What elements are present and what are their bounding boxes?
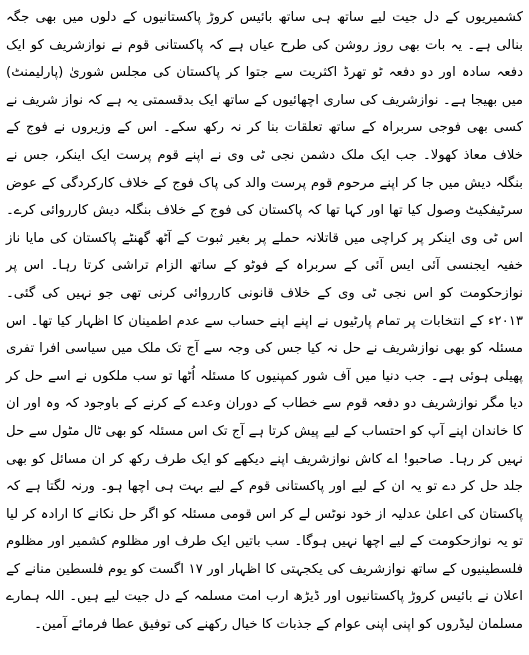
- article-body-text: کشمیریوں کے دل جیت لیے ساتھ ہی ساتھ بائیس کروڑ پاکستانیوں کے دلوں میں بھی جگہ بنالی ہے۔ یہ بات بھی روز روشن کی طرح عیاں ہے کہ پاکستانی قوم نے نوازشریف کو ایک دفعہ سادہ اور دو دفعہ ٹو تھرڈ اکثریت سے جتوا کر پاکستان کی مجلس شوریٰ (پارلیمنٹ) میں بھیجا ہے۔ نوازشریف کی ساری اچھائیوں کے ساتھ ایک بدقسمتی یہ ہے کہ نواز شریف نے کسی بھی فوجی سربراہ کے ساتھ تعلقات بنا کر نہ رکھ سکے۔ اس کے وزیروں نے فوج کے خلاف معاذ کھولا۔ جب ایک ملک دشمن نجی ٹی وی نے اپنے قوم پرست ایک اینکر، جس نے بنگلہ دیش میں جا کر اپنے مرحوم قوم پرست والد کی پاک فوج کے خلاف کارکردگی کے عوض سرٹیفکیٹ وصول کیا تھا اور کہا تھا کہ پاکستان کی فوج کے خلاف بنگلہ دیش کارروائی کرے۔ اس ٹی وی اینکر پر کراچی میں قاتلانہ حملے پر بغیر ثبوت کے آٹھ گھنٹے پاکستان کی مایا ناز خفیہ ایجنسی آئی ایس آئی کے سربراہ کے فوٹو کے ساتھ الزام تراشی کرتا رہا۔ اس پر نوازحکومت کو اس نجی ٹی وی کے خلاف قانونی کارروائی کرنی تھی جو نہیں کی گئی۔ ۲۰۱۳ء کے انتخابات پر تمام پارٹیوں نے اپنے اپنے حساب سے عدم اطمینان کا اظہار کیا تھا۔ اس مسئلہ کو بھی نوازشریف نے حل نہ کیا جس کی وجہ سے آج تک ملک میں سیاسی افرا تفری پھیلی ہوئی ہے۔ جب دنیا میں آف شور کمپنیوں کا مسئلہ اُٹھا تو سب ملکوں نے اسے حل کر دیا مگر نوازشریف دو دفعہ قوم سے خطاب کے دوران وعدے کے کرنے کے باوجود کہ وہ اور ان کا خاندان اپنے آپ کو احتساب کے لیے پیش کرتا ہے آج تک اس مسئلہ کو بھی ٹال مٹول سے حل نہیں کر رہا۔ صاحبو! اے کاش نوازشریف اپنے دیکھے کو ایک طرف رکھ کر ان مسائل کو بھی جلد حل کر دے تو یہ ان کے لیے اور پاکستانی قوم کے لیے بہت ہی اچھا ہو۔ ورنہ لگتا ہے کہ پاکستان کی اعلیٰ عدلیہ از خود نوٹس لے کر اس قومی مسئلہ کو اگر حل نکانے کا ارادہ کر لیا تو یہ نوازحکومت کے لیے اچھا نہیں ہوگا۔ سب باتیں ایک طرف اور مظلوم کشمیر اور مظلوم فلسطینیوں کے ساتھ نوازشریف کی یکجہتی کا اظہار اور ۱۷ اگست کو یوم فلسطین منانے کے اعلان نے بائیس کروڑ پاکستانیوں اور ڈیڑھ ارب امت مسلمہ کے دل جیت لیے ہیں۔ اللہ ہمارے مسلمان لیڈروں کو اپنی اپنی عوام کے جذبات کا خیال رکھنے کی توفیق عطا فرمائے آمین۔: [6, 10, 523, 633]
